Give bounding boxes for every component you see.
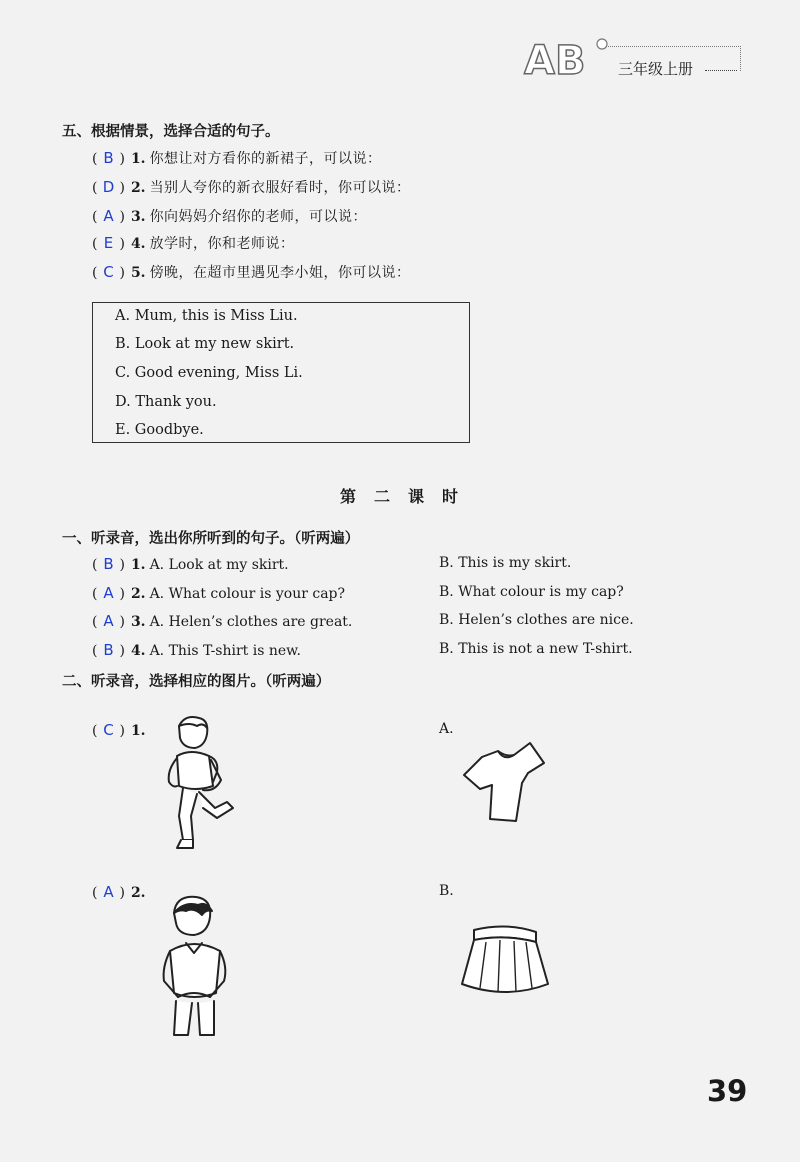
listen1-title: 一、听录音，选出你所听到的句子。（听两遍） <box>62 531 360 547</box>
l1-question-1: ( B ) 1. A. Look at my skirt. <box>92 555 289 573</box>
tshirt-icon <box>458 737 550 829</box>
l1-answer-1: B <box>103 555 114 573</box>
s5-question-2: ( D ) 2. 当别人夸你的新衣服好看时，你可以说： <box>92 178 411 196</box>
s5-text-3: 你向妈妈介绍你的老师，可以说： <box>149 209 368 225</box>
l2-question-1: ( C ) 1. <box>92 721 146 739</box>
grade-label: 三年级上册 <box>618 60 694 78</box>
option-d: D. Thank you. <box>115 394 217 410</box>
s5-text-2: 当别人夸你的新衣服好看时，你可以说： <box>149 180 411 196</box>
l1-question-3: ( A ) 3. A. Helen’s clothes are great. <box>92 612 353 630</box>
standing-boy-icon <box>158 893 230 1041</box>
l1-option-b-1: B. This is my skirt. <box>439 555 572 571</box>
running-boy-icon <box>155 712 245 854</box>
logo-letter-a: AB <box>524 38 586 82</box>
l2-question-2: ( A ) 2. <box>92 883 146 901</box>
l1-option-b-2: B. What colour is my cap? <box>439 584 624 600</box>
l1-option-a-4: A. This T-shirt is new. <box>149 643 301 659</box>
l1-answer-4: B <box>103 641 114 659</box>
picture-label-a: A. <box>439 721 454 737</box>
l1-question-4: ( B ) 4. A. This T-shirt is new. <box>92 641 301 659</box>
picture-label-b: B. <box>439 883 454 899</box>
l1-option-a-2: A. What colour is your cap? <box>149 586 346 602</box>
l2-answer-1: C <box>103 721 114 739</box>
l1-option-a-1: A. Look at my skirt. <box>149 557 289 573</box>
option-e: E. Goodbye. <box>115 422 204 438</box>
ab-logo-icon <box>522 32 612 82</box>
option-b: B. Look at my new skirt. <box>115 336 295 352</box>
s5-answer-2: D <box>102 178 115 196</box>
listen2-title: 二、听录音，选择相应的图片。（听两遍） <box>62 674 331 690</box>
header-dots <box>705 70 737 71</box>
s5-text-1: 你想让对方看你的新裙子，可以说： <box>149 151 382 167</box>
l1-answer-3: A <box>103 612 114 630</box>
options-box <box>92 302 470 443</box>
s5-question-4: ( E ) 4. 放学时，你和老师说： <box>92 234 295 252</box>
s5-question-1: ( B ) 1. 你想让对方看你的新裙子，可以说： <box>92 149 382 167</box>
l1-answer-2: A <box>103 584 114 602</box>
l2-answer-2: A <box>103 883 114 901</box>
s5-question-3: ( A ) 3. 你向妈妈介绍你的老师，可以说： <box>92 207 368 225</box>
option-a: A. Mum, this is Miss Liu. <box>115 308 298 324</box>
lesson-title: 第二课时 <box>340 487 477 506</box>
option-c: C. Good evening, Miss Li. <box>115 365 303 381</box>
s5-answer-4: E <box>103 234 114 252</box>
s5-question-5: ( C ) 5. 傍晚，在超市里遇见李小姐，你可以说： <box>92 263 411 281</box>
s5-text-5: 傍晚，在超市里遇见李小姐，你可以说： <box>149 265 411 281</box>
s5-answer-1: B <box>103 149 114 167</box>
page-number: 39 <box>707 1074 748 1108</box>
skirt-icon <box>456 920 552 1002</box>
l1-option-b-4: B. This is not a new T-shirt. <box>439 641 633 657</box>
l1-option-b-3: B. Helen’s clothes are nice. <box>439 612 634 628</box>
s5-answer-5: C <box>103 263 114 281</box>
s5-text-4: 放学时，你和老师说： <box>149 236 295 252</box>
s5-answer-3: A <box>103 207 114 225</box>
l1-option-a-3: A. Helen’s clothes are great. <box>149 614 353 630</box>
section5-title: 五、根据情景，选择合适的句子。 <box>62 124 280 140</box>
l1-question-2: ( A ) 2. A. What colour is your cap? <box>92 584 346 602</box>
